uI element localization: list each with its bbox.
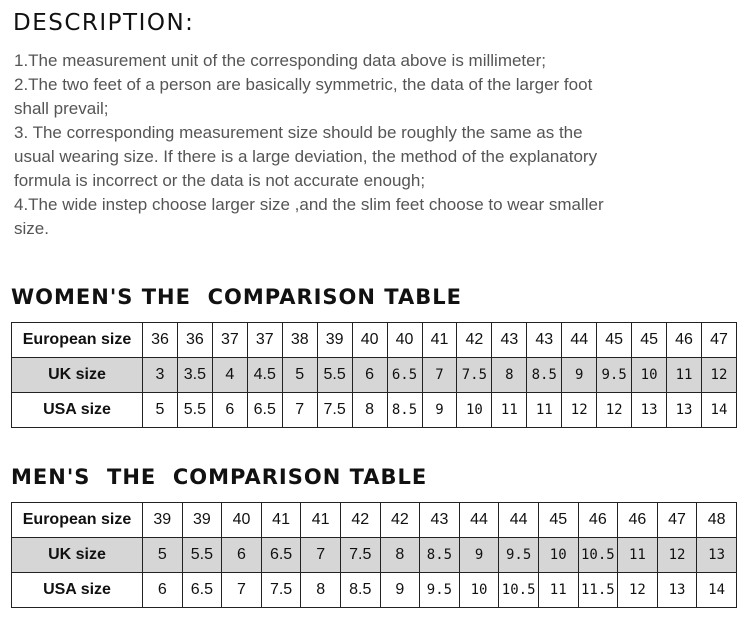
- women-table-title: WOMEN'S THE COMPARISON TABLE: [11, 285, 462, 309]
- size-cell: 7.5: [457, 358, 492, 393]
- size-cell: 9.5: [420, 573, 460, 608]
- size-cell: 6.5: [182, 573, 222, 608]
- size-cell: 5: [143, 538, 183, 573]
- usa-size-row: [12, 393, 737, 428]
- size-cell: 45: [597, 323, 632, 358]
- size-cell: 6.5: [261, 538, 301, 573]
- size-cell: 8.5: [527, 358, 562, 393]
- size-cell: 7.5: [340, 538, 380, 573]
- size-cell: 6: [222, 538, 262, 573]
- size-cell: 44: [562, 323, 597, 358]
- size-cell: 13: [657, 573, 697, 608]
- size-cell: 12: [597, 393, 632, 428]
- uk-size-row: [12, 358, 737, 393]
- size-cell: 11.5: [578, 573, 618, 608]
- size-cell: 5: [282, 358, 317, 393]
- size-cell: 11: [538, 573, 578, 608]
- size-cell: 7: [422, 358, 457, 393]
- size-cell: 47: [702, 323, 737, 358]
- size-cell: 5.5: [182, 538, 222, 573]
- size-cell: 5.5: [177, 393, 212, 428]
- size-cell: 36: [143, 323, 178, 358]
- size-cell: 11: [618, 538, 658, 573]
- european-size-row: [12, 323, 737, 358]
- size-cell: 40: [387, 323, 422, 358]
- size-cell: 9: [562, 358, 597, 393]
- size-cell: 7: [222, 573, 262, 608]
- size-cell: 10.5: [499, 573, 539, 608]
- size-cell: 7.5: [261, 573, 301, 608]
- size-cell: 40: [352, 323, 387, 358]
- description-item: 2.The two feet of a person are basically symmetric, the data of the larger foot shall prevail;: [14, 75, 593, 118]
- size-cell: 41: [301, 503, 341, 538]
- size-cell: 8.5: [420, 538, 460, 573]
- size-cell: 46: [667, 323, 702, 358]
- size-cell: 8: [380, 538, 420, 573]
- size-cell: 5: [143, 393, 178, 428]
- women-size-table: [11, 322, 737, 428]
- size-cell: 3.5: [177, 358, 212, 393]
- size-cell: 43: [492, 323, 527, 358]
- size-cell: 6: [212, 393, 247, 428]
- size-cell: 6.5: [387, 358, 422, 393]
- size-cell: 13: [667, 393, 702, 428]
- row-label: USA size: [12, 573, 143, 608]
- size-cell: 8: [301, 573, 341, 608]
- size-cell: 13: [697, 538, 737, 573]
- size-cell: 12: [618, 573, 658, 608]
- size-cell: 10: [459, 573, 499, 608]
- size-cell: 39: [143, 503, 183, 538]
- description-title: DESCRIPTION:: [13, 10, 195, 36]
- size-cell: 44: [499, 503, 539, 538]
- size-cell: 38: [282, 323, 317, 358]
- size-cell: 42: [380, 503, 420, 538]
- size-cell: 44: [459, 503, 499, 538]
- size-cell: 41: [422, 323, 457, 358]
- size-cell: 46: [618, 503, 658, 538]
- size-cell: 9.5: [597, 358, 632, 393]
- size-cell: 7.5: [317, 393, 352, 428]
- row-label: European size: [12, 503, 143, 538]
- size-cell: 11: [492, 393, 527, 428]
- size-cell: 43: [527, 323, 562, 358]
- size-cell: 37: [247, 323, 282, 358]
- size-cell: 42: [340, 503, 380, 538]
- size-cell: 13: [632, 393, 667, 428]
- usa-size-row: [12, 573, 737, 608]
- row-label: European size: [12, 323, 143, 358]
- row-label: UK size: [12, 538, 143, 573]
- size-cell: 6.5: [247, 393, 282, 428]
- size-cell: 12: [657, 538, 697, 573]
- size-cell: 7: [301, 538, 341, 573]
- size-cell: 6: [143, 573, 183, 608]
- size-cell: 39: [182, 503, 222, 538]
- size-cell: 7: [282, 393, 317, 428]
- size-cell: 8: [492, 358, 527, 393]
- description-item: 3. The corresponding measurement size should be roughly the same as the usual wearing size. If there is a large deviation, the method of the explanatory formula is incorrect or the data is not accurate enough;: [14, 123, 598, 190]
- size-cell: 8.5: [340, 573, 380, 608]
- description-item: 4.The wide instep choose larger size ,and the slim feet choose to wear smaller size.: [14, 195, 604, 238]
- men-table-title: MEN'S THE COMPARISON TABLE: [11, 465, 428, 489]
- size-cell: 9.5: [499, 538, 539, 573]
- size-cell: 6: [352, 358, 387, 393]
- size-cell: 46: [578, 503, 618, 538]
- size-cell: 4.5: [247, 358, 282, 393]
- size-cell: 40: [222, 503, 262, 538]
- size-cell: 8.5: [387, 393, 422, 428]
- size-cell: 10: [632, 358, 667, 393]
- description-list: [14, 49, 614, 241]
- size-cell: 10.5: [578, 538, 618, 573]
- men-size-table: [11, 502, 737, 608]
- size-cell: 43: [420, 503, 460, 538]
- size-cell: 12: [562, 393, 597, 428]
- row-label: UK size: [12, 358, 143, 393]
- size-cell: 9: [459, 538, 499, 573]
- size-cell: 37: [212, 323, 247, 358]
- size-cell: 3: [143, 358, 178, 393]
- size-cell: 45: [538, 503, 578, 538]
- row-label: USA size: [12, 393, 143, 428]
- description-item: 1.The measurement unit of the corresponding data above is millimeter;: [14, 51, 546, 70]
- uk-size-row: [12, 538, 737, 573]
- size-cell: 45: [632, 323, 667, 358]
- size-cell: 42: [457, 323, 492, 358]
- size-cell: 10: [538, 538, 578, 573]
- size-cell: 11: [527, 393, 562, 428]
- size-cell: 14: [697, 573, 737, 608]
- size-cell: 36: [177, 323, 212, 358]
- size-cell: 12: [702, 358, 737, 393]
- size-cell: 8: [352, 393, 387, 428]
- size-cell: 10: [457, 393, 492, 428]
- size-cell: 11: [667, 358, 702, 393]
- size-cell: 9: [422, 393, 457, 428]
- size-cell: 39: [317, 323, 352, 358]
- size-cell: 4: [212, 358, 247, 393]
- size-cell: 47: [657, 503, 697, 538]
- size-cell: 41: [261, 503, 301, 538]
- size-cell: 48: [697, 503, 737, 538]
- size-cell: 9: [380, 573, 420, 608]
- size-cell: 14: [702, 393, 737, 428]
- european-size-row: [12, 503, 737, 538]
- size-cell: 5.5: [317, 358, 352, 393]
